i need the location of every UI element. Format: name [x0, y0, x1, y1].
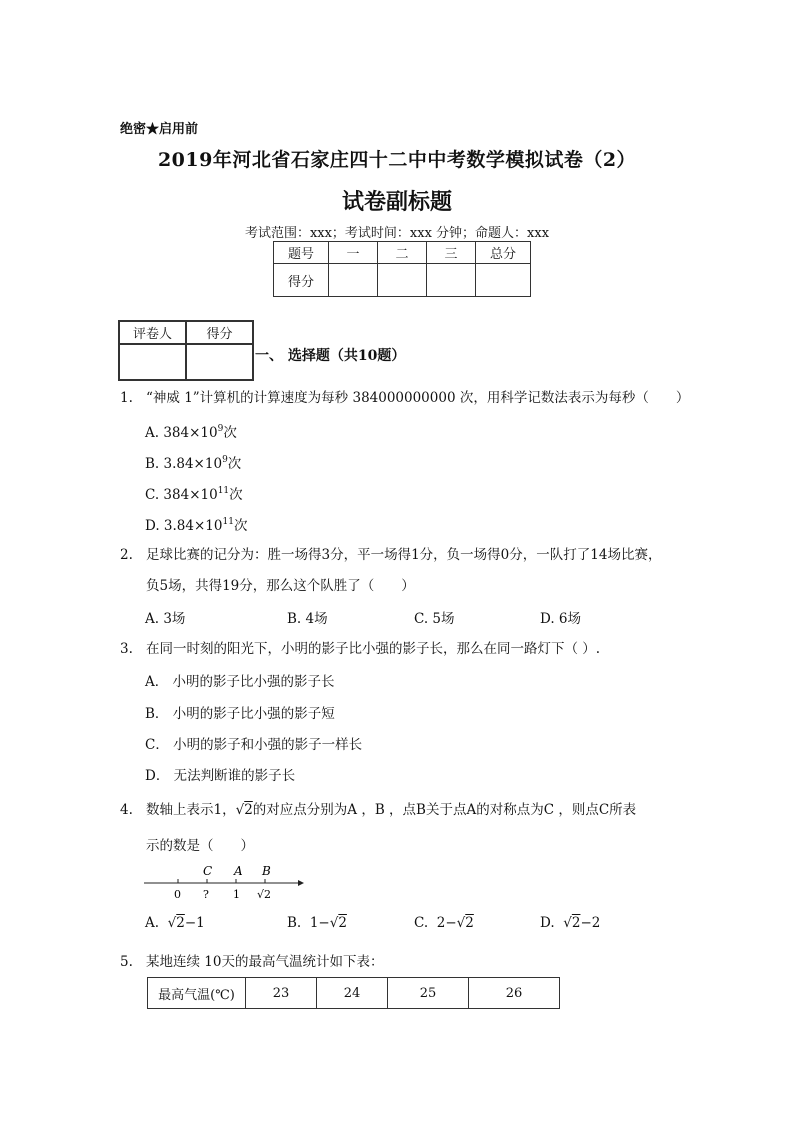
temp-cell: 26: [469, 978, 560, 1009]
question-number: 2.: [120, 547, 133, 563]
question-3: [120, 639, 600, 659]
q4-option-b[interactable]: B. 1−√2: [287, 915, 347, 931]
grader-score-header: 得分: [186, 321, 253, 344]
question-1: [120, 388, 689, 408]
q4-option-a[interactable]: A. √2−1: [145, 915, 205, 931]
temp-cell: 24: [317, 978, 388, 1009]
question-text: “神威 1”计算机的计算速度为每秒 384000000000 次，用科学记数法表示为每秒（ ）: [146, 390, 690, 406]
q1-option-a[interactable]: A. $384\times 10^9$次: [145, 424, 237, 441]
score-cell[interactable]: [378, 264, 427, 297]
tick-label-sqrt2: √2: [257, 888, 272, 901]
q2-option-c[interactable]: C. 5场: [414, 611, 455, 627]
temp-header-cell: 最高气温(℃): [148, 978, 246, 1009]
q3-option-a[interactable]: A． 小明的影子比小强的影子长: [145, 674, 335, 690]
q2-option-a[interactable]: A. 3场: [145, 611, 186, 627]
score-header-cell: 二: [378, 242, 427, 264]
sqrt-symbol: √: [563, 915, 572, 931]
tick-label-1: 1: [233, 888, 240, 901]
secret-label: 绝密★启用前: [120, 122, 199, 137]
sqrt-symbol: √: [329, 915, 339, 931]
question-4-line2: 示的数是（ ）: [146, 838, 254, 854]
exam-info: 考试范围：xxx；考试时间：xxx 分钟；命题人：xxx: [244, 226, 550, 241]
question-text: 某地连续 10天的最高气温统计如下表：: [146, 954, 384, 970]
tick-label-0: 0: [174, 888, 181, 901]
question-number: 4.: [120, 802, 133, 818]
question-text: 在同一时刻的阳光下，小明的影子比小强的影子长，那么在同一路灯下（ ）.: [146, 641, 601, 657]
q2-option-b[interactable]: B. 4场: [287, 611, 328, 627]
score-table: [273, 241, 531, 297]
score-cell[interactable]: [476, 264, 531, 297]
q1-option-c[interactable]: C. $384\times 10^{11}$次: [145, 486, 243, 503]
question-number: 5.: [120, 954, 133, 970]
score-header-cell: 三: [427, 242, 476, 264]
grader-cell[interactable]: [119, 344, 186, 380]
q1-option-b[interactable]: B. $3.84\times 10^9$次: [145, 455, 242, 472]
axis-letter-c: C: [203, 864, 213, 878]
grader-header: 评卷人: [119, 321, 186, 344]
axis-letter-a: A: [234, 864, 243, 878]
number-line-figure: [140, 862, 310, 902]
q3-option-b[interactable]: B． 小明的影子比小强的影子短: [145, 706, 335, 722]
score-header-cell: 题号: [274, 242, 329, 264]
q4-option-c[interactable]: C. 2−√2: [414, 915, 474, 931]
q2-option-d[interactable]: D. 6场: [540, 611, 582, 627]
question-number: 1.: [120, 390, 133, 406]
q3-option-d[interactable]: D． 无法判断谁的影子长: [145, 768, 296, 784]
axis-letter-b: B: [262, 864, 271, 878]
question-4: 4. 数轴上表示1，√2的对应点分别为A ，B ，点B关于点A的对称点为C ，则点C所表: [120, 802, 637, 818]
score-header-cell: 总分: [476, 242, 531, 264]
q3-option-c[interactable]: C． 小明的影子和小强的影子一样长: [145, 737, 363, 753]
temp-cell: 23: [246, 978, 317, 1009]
score-row-label: 得分: [274, 264, 329, 297]
section-heading: 一、 选择题（共10题）: [255, 348, 406, 364]
question-5: [120, 952, 383, 972]
grader-table: [118, 320, 254, 381]
question-2: [120, 545, 661, 565]
q1-option-d[interactable]: D. $3.84\times 10^{11}$次: [145, 517, 248, 534]
tick-label-q: ?: [203, 888, 209, 901]
score-cell[interactable]: [427, 264, 476, 297]
temperature-table: [147, 977, 560, 1009]
sqrt-symbol: √: [235, 802, 245, 818]
score-cell[interactable]: [329, 264, 378, 297]
score-header-cell: 一: [329, 242, 378, 264]
question-text: 足球比赛的记分为：胜一场得3分，平一场得1分，负一场得0分，一队打了14场比赛，: [146, 547, 662, 563]
grader-score-cell[interactable]: [186, 344, 253, 380]
q4-option-d[interactable]: D. √2−2: [540, 915, 601, 931]
page-subtitle: 试卷副标题: [341, 189, 452, 215]
question-number: 3.: [120, 641, 133, 657]
sqrt-symbol: √: [456, 915, 466, 931]
arrow-icon: [298, 880, 304, 886]
page-title: 2019年河北省石家庄四十二中中考数学模拟试卷（2）: [157, 149, 637, 171]
sqrt-symbol: √: [167, 915, 177, 931]
question-2-line2: 负5场，共得19分，那么这个队胜了（ ）: [146, 578, 415, 594]
temp-cell: 25: [388, 978, 469, 1009]
